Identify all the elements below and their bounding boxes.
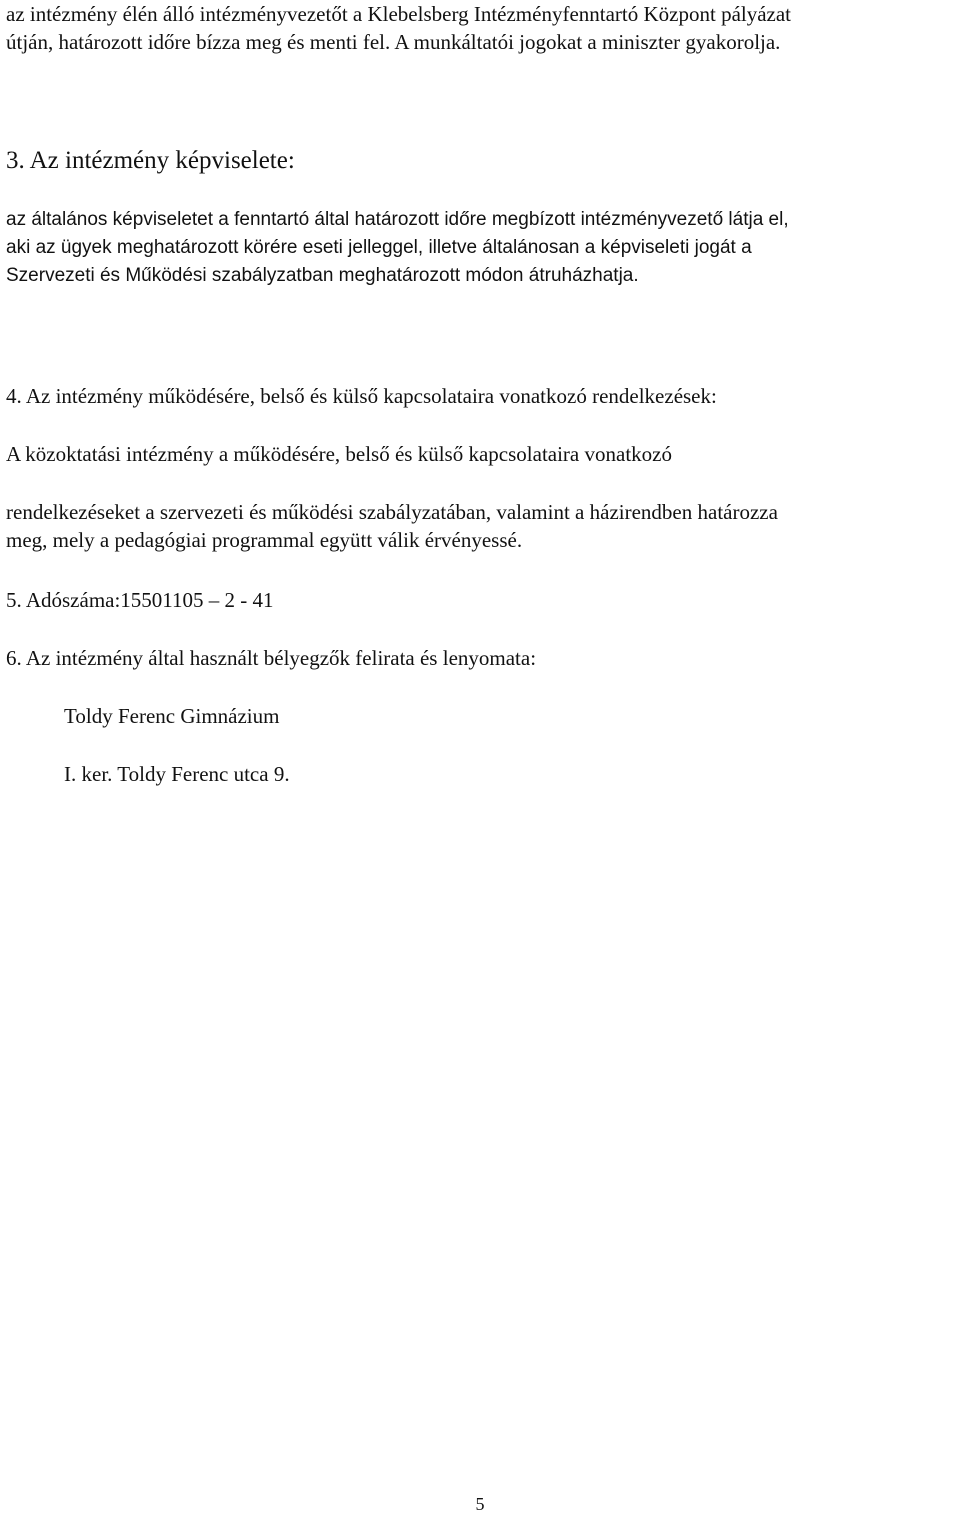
section-3-line-2: aki az ügyek meghatározott körére eseti jelleggel, illetve általánosan a képviseleti jogát a xyxy=(6,237,752,258)
section-4-heading: 4. Az intézmény működésére, belső és külső kapcsolataira vonatkozó rendelkezések: xyxy=(6,384,717,408)
intro-paragraph xyxy=(6,0,956,56)
section-3-heading: 3. Az intézmény képviselete: xyxy=(6,147,295,174)
stamp-text-line-2: I. ker. Toldy Ferenc utca 9. xyxy=(64,762,290,786)
intro-line-1: az intézmény élén álló intézményvezetőt a Klebelsberg Intézményfenntartó Központ pályázat xyxy=(6,2,792,26)
section-4-line-1: A közoktatási intézmény a működésére, belső és külső kapcsolataira vonatkozó xyxy=(6,442,672,466)
section-5-tax-number: 5. Adószáma:15501105 – 2 - 41 xyxy=(6,588,274,612)
section-3-line-1: az általános képviseletet a fenntartó által határozott időre megbízott intézményvezető látja el, xyxy=(6,209,789,230)
section-4-line-3: meg, mely a pedagógiai programmal együtt válik érvényessé. xyxy=(6,528,523,552)
stamp-text-line-1: Toldy Ferenc Gimnázium xyxy=(64,704,280,728)
page-number: 5 xyxy=(475,1494,485,1514)
section-3-line-3: Szervezeti és Működési szabályzatban meghatározott módon átruházhatja. xyxy=(6,265,639,286)
section-3-paragraph xyxy=(6,206,956,290)
intro-line-2: útján, határozott időre bízza meg és menti fel. A munkáltatói jogokat a miniszter gyakorolja. xyxy=(6,30,781,54)
section-6-heading: 6. Az intézmény által használt bélyegzők felirata és lenyomata: xyxy=(6,646,537,670)
section-4-paragraph xyxy=(6,498,956,554)
section-4-line-2: rendelkezéseket a szervezeti és működési szabályzatában, valamint a házirendben határozza xyxy=(6,500,778,524)
